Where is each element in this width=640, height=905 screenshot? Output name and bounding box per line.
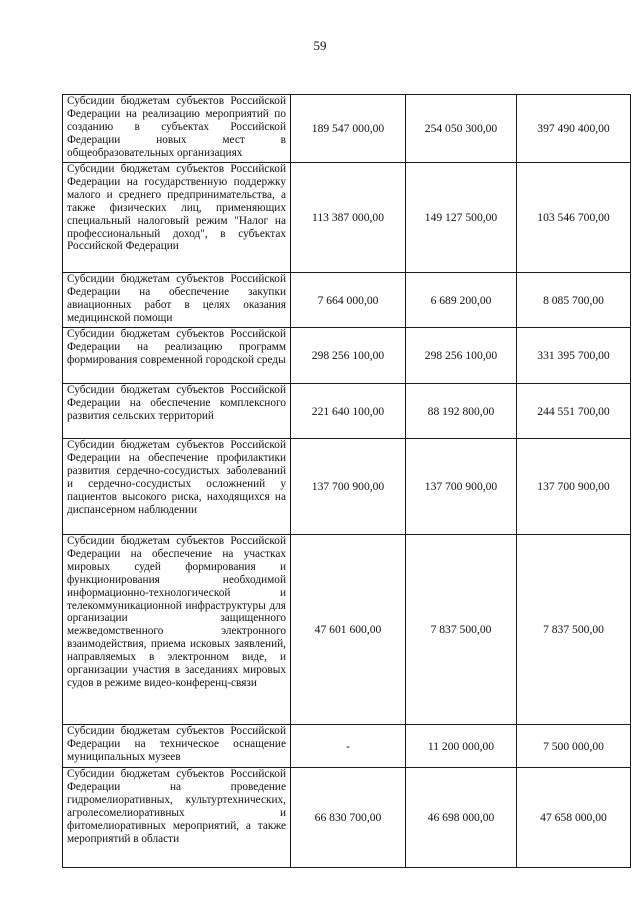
amount-year-2: 46 698 000,00: [406, 768, 517, 868]
table-row: [63, 384, 631, 439]
amount-year-1: 298 256 100,00: [291, 328, 406, 384]
amount-year-1: 113 387 000,00: [291, 163, 406, 273]
subsidy-description: Субсидии бюджетам субъектов Российской Федерации на техническое оснащение муниципальных музеев: [63, 725, 291, 768]
amount-year-1: 47 601 600,00: [291, 535, 406, 725]
table-row: [63, 439, 631, 535]
amount-year-3: 244 551 700,00: [517, 384, 631, 439]
amount-year-1: 7 664 000,00: [291, 273, 406, 328]
page-number: 59: [313, 38, 327, 53]
amount-year-1: 189 547 000,00: [291, 95, 406, 163]
amount-year-3: 7 837 500,00: [517, 535, 631, 725]
table-row: [63, 163, 631, 273]
subsidy-table: [62, 94, 631, 868]
amount-year-2: 6 689 200,00: [406, 273, 517, 328]
amount-year-2: 149 127 500,00: [406, 163, 517, 273]
subsidy-description: Субсидии бюджетам субъектов Российской Федерации на проведение гидромелиоративных, культуртехнических, агролесомелиоративных и фитомелиоративных мероприятий, а также мероприятий в области: [63, 768, 291, 868]
amount-year-3: 103 546 700,00: [517, 163, 631, 273]
amount-year-3: 8 085 700,00: [517, 273, 631, 328]
amount-year-3: 137 700 900,00: [517, 439, 631, 535]
table-row: [63, 328, 631, 384]
amount-year-3: 47 658 000,00: [517, 768, 631, 868]
table-row: [63, 535, 631, 725]
table-row: [63, 768, 631, 868]
subsidy-description: Субсидии бюджетам субъектов Российской Федерации на реализацию мероприятий по созданию в субъектах Российской Федерации новых мест в общеобразовательных организациях: [63, 95, 291, 163]
subsidy-description: Субсидии бюджетам субъектов Российской Федерации на обеспечение закупки авиационных работ в целях оказания медицинской помощи: [63, 273, 291, 328]
subsidy-description: Субсидии бюджетам субъектов Российской Федерации на государственную поддержку малого и среднего предпринимательства, а также физических лиц, применяющих специальный налоговый режим "Налог на профессиональный доход", в субъектах Российской Федерации: [63, 163, 291, 273]
amount-year-1: 66 830 700,00: [291, 768, 406, 868]
amount-year-2: 254 050 300,00: [406, 95, 517, 163]
table-row: [63, 95, 631, 163]
amount-year-3: 7 500 000,00: [517, 725, 631, 768]
subsidy-description: Субсидии бюджетам субъектов Российской Федерации на обеспечение комплексного развития сельских территорий: [63, 384, 291, 439]
amount-year-2: 88 192 800,00: [406, 384, 517, 439]
amount-year-1: -: [291, 725, 406, 768]
amount-year-2: 7 837 500,00: [406, 535, 517, 725]
table-row: [63, 273, 631, 328]
amount-year-1: 221 640 100,00: [291, 384, 406, 439]
amount-year-2: 11 200 000,00: [406, 725, 517, 768]
amount-year-3: 397 490 400,00: [517, 95, 631, 163]
amount-year-2: 298 256 100,00: [406, 328, 517, 384]
amount-year-1: 137 700 900,00: [291, 439, 406, 535]
table-row: [63, 725, 631, 768]
amount-year-2: 137 700 900,00: [406, 439, 517, 535]
subsidy-description: Субсидии бюджетам субъектов Российской Федерации на обеспечение профилактики развития сердечно-сосудистых заболеваний и сердечно-сосудистых осложнений у пациентов высокого риска, находящихся на диспансерном наблюдении: [63, 439, 291, 535]
subsidy-description: Субсидии бюджетам субъектов Российской Федерации на обеспечение на участках мировых судей формирования и функционирования необходимой информационно-технологической и телекоммуникационной инфраструктуры для организации защищенного межведомственного электронного взаимодействия, приема исковых заявлений, направляемых в электронном виде, и организации участия в заседаниях мировых судов в режиме видео-конференц-связи: [63, 535, 291, 725]
subsidy-description: Субсидии бюджетам субъектов Российской Федерации на реализацию программ формирования современной городской среды: [63, 328, 291, 384]
amount-year-3: 331 395 700,00: [517, 328, 631, 384]
